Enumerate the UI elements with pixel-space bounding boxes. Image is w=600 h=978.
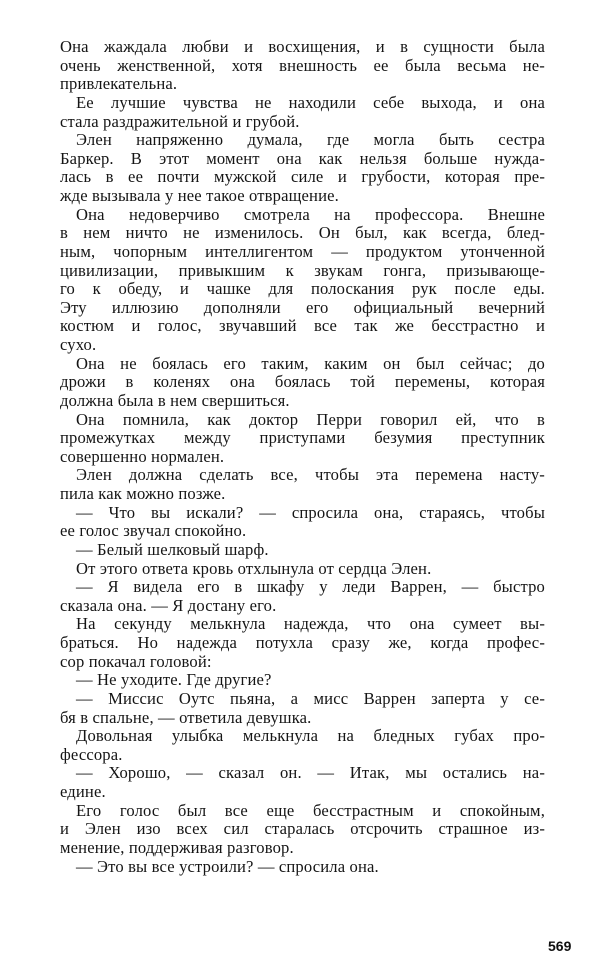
text-line: — Это вы все устроили? — спросила она. (76, 856, 379, 876)
text-line: браться. Но надежда потухла сразу же, когда профес- (60, 633, 545, 652)
text-line: промежутках между приступами безумия преступник (60, 428, 545, 448)
paragraph (60, 802, 545, 858)
text-line: Она помнила, как доктор Перри говорил ей, что в (76, 409, 545, 429)
text-line: — Миссис Оутс пьяна, а мисс Варрен заперта у се- (76, 688, 545, 708)
paragraph (60, 671, 545, 690)
text-line: — Что вы искали? — спросила она, стараясь, чтобы (76, 502, 545, 522)
text-line: Его голос был все еще бесстрастным и спокойным, (76, 800, 545, 820)
page-number: 569 (548, 938, 572, 954)
paragraph (60, 466, 545, 503)
text-line: Довольная улыбка мелькнула на бледных губах про- (76, 726, 545, 746)
text-line: ее голос звучал спокойно. (60, 521, 247, 541)
paragraph (60, 727, 545, 764)
text-line: привлекательна. (60, 74, 178, 94)
paragraph (60, 560, 545, 579)
text-line: едине. (60, 782, 106, 801)
text-line: Элен должна сделать все, чтобы эта перемена насту- (76, 465, 545, 485)
paragraph (60, 131, 545, 206)
text-line: сказала она. — Я достану его. (60, 595, 277, 615)
text-line: — Белый шелковый шарф. (76, 539, 269, 559)
text-line: — Не уходите. Где другие? (76, 670, 272, 690)
text-line: Ее лучшие чувства не находили себе выхода, и она (76, 92, 545, 112)
text-line: Элен напряженно думала, где могла быть сестра (76, 130, 545, 150)
paragraph (60, 38, 545, 94)
text-line: очень женственной, хотя внешность ее была весьма не- (60, 55, 545, 75)
text-line: ным, чопорным интеллигентом — продуктом утонченной (60, 241, 545, 261)
text-line: костюм и голос, звучавший все так же бесстрастно и (60, 316, 545, 336)
paragraph (60, 541, 545, 560)
text-line: дрожи в коленях она боялась той перемены, которая (60, 372, 545, 392)
text-line: в нем ничто не изменилось. Он был, как всегда, блед- (60, 223, 545, 243)
paragraph (60, 411, 545, 467)
paragraph (60, 206, 545, 355)
text-line: лась в ее почти мужской силе и грубости, которая пре- (60, 167, 545, 187)
text-line: — Я видела его в шкафу у леди Варрен, — быстро (76, 577, 545, 597)
text-line: На секунду мелькнула надежда, что она сумеет вы- (76, 614, 545, 634)
text-line: и Элен изо всех сил старалась отсрочить страшное из- (60, 819, 545, 839)
book-page-text (60, 38, 545, 876)
paragraph (60, 578, 545, 615)
paragraph (60, 94, 545, 131)
paragraph (60, 858, 545, 877)
text-line: сухо. (60, 335, 97, 354)
text-line: должна была в нем свершиться. (60, 390, 290, 410)
text-line: Она недоверчиво смотрела на профессора. Внешне (76, 204, 545, 224)
text-line: цивилизации, привыкшим к звукам гонга, призывающе- (60, 260, 545, 280)
paragraph (60, 690, 545, 727)
paragraph (60, 355, 545, 411)
text-line: — Хорошо, — сказал он. — Итак, мы остались на- (76, 763, 545, 783)
text-line: Она жаждала любви и восхищения, и в сущности была (60, 37, 545, 56)
text-line: го к обеду, и чашке для полоскания рук после еды. (60, 279, 545, 299)
text-line: Баркер. В этот момент она как нельзя больше нужда- (60, 148, 545, 168)
text-line: Она не боялась его таким, каким он был сейчас; до (76, 353, 545, 373)
paragraph (60, 504, 545, 541)
paragraph (60, 615, 545, 671)
text-line: Эту иллюзию дополняли его официальный вечерний (60, 297, 545, 317)
text-line: сор покачал головой: (60, 651, 212, 671)
text-line: пила как можно позже. (60, 484, 226, 503)
text-line: совершенно нормален. (60, 446, 225, 466)
text-line: От этого ответа кровь отхлынула от сердца Элен. (76, 558, 432, 578)
text-line: бя в спальне, — ответила девушка. (60, 707, 312, 727)
text-line: фессора. (60, 744, 123, 764)
text-line: менение, поддерживая разговор. (60, 837, 294, 857)
paragraph (60, 764, 545, 801)
text-line: жде вызывала у нее такое отвращение. (60, 186, 339, 205)
text-line: стала раздражительной и грубой. (60, 111, 300, 131)
